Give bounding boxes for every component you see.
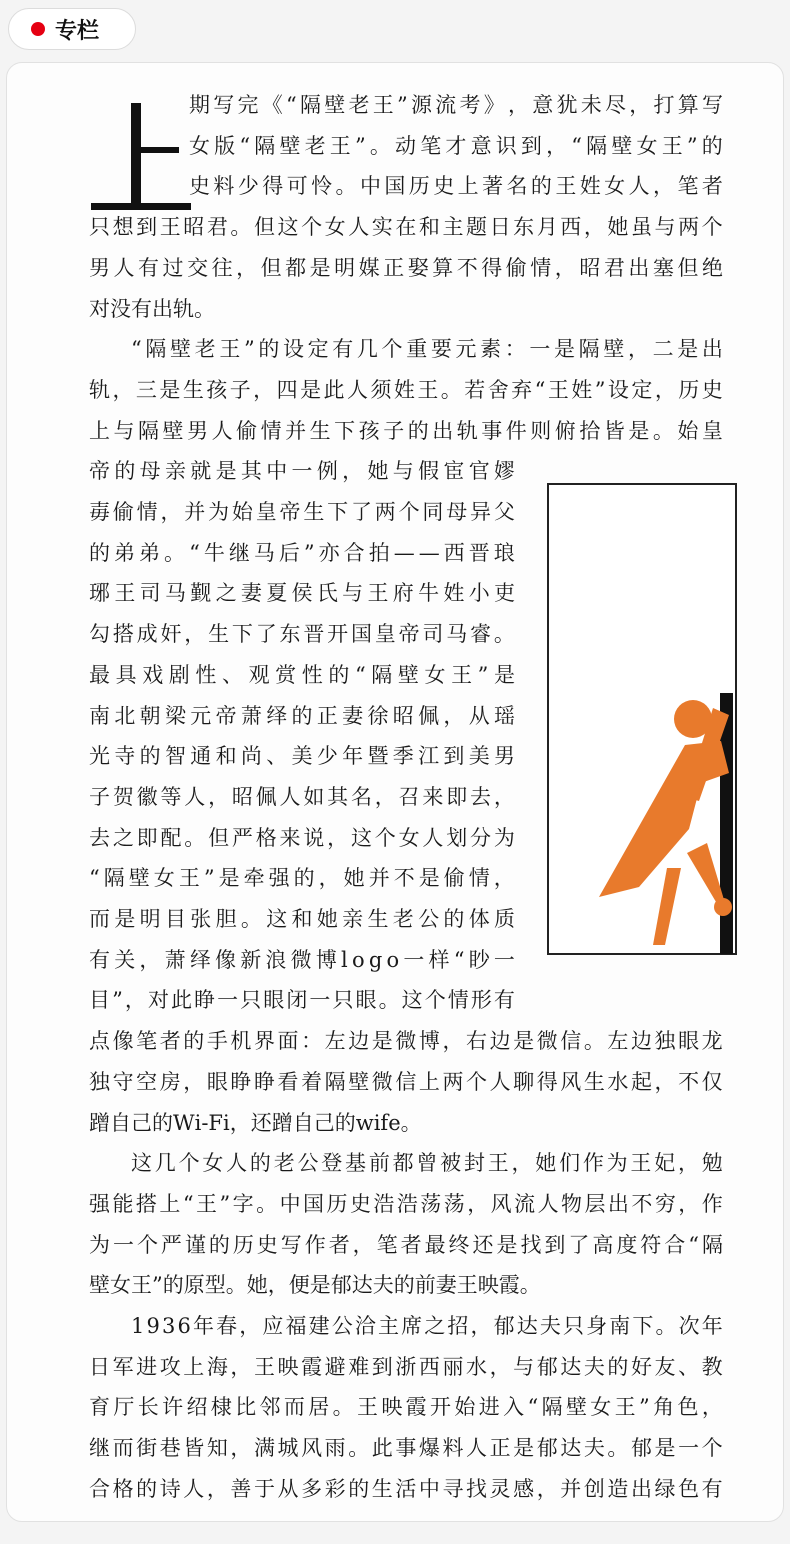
text-line: 目 ” ， 对 此 睁 一 只 眼 闭 一 只 眼 。 这 个 情 形 有 [89,988,515,1013]
text-line: 对 没 有 出 轨 。 [89,296,215,321]
text-line: 点 像 笔 者 的 手 机 界 面 ： 左 边 是 微 博 ， 右 边 是 微 信 。 左 边 独 眼 龙 [89,1029,723,1054]
text-line: 合 格 的 诗 人 ， 善 于 从 多 彩 的 生 活 中 寻 找 灵 感 ， 并 创 造 出 绿 色 有 [89,1476,723,1501]
text-line: 毐 偷 情 ， 并 为 始 皇 帝 生 下 了 两 个 同 母 异 父 [89,500,515,524]
text-line: 这 几 个 女 人 的 老 公 登 基 前 都 曾 被 封 王 ， 她 们 作 为 王 妃 ， 勉 [131,1151,723,1176]
illustration-woman-at-door [547,483,739,957]
text-line: 南 北 朝 梁 元 帝 萧 绎 的 正 妻 徐 昭 佩 ， 从 瑶 [89,703,515,728]
text-line: 上 与 隔 壁 男 人 偷 情 并 生 下 孩 子 的 出 轨 事 件 则 俯 拾 皆 是 。 始 皇 [89,418,723,443]
text-line: 期 写 完 《 “ 隔 壁 老 王 ” 源 流 考 》 ， 意 犹 未 尽 ， 打 算 写 [189,93,723,117]
text-line: 光 寺 的 智 通 和 尚 、 美 少 年 暨 季 江 到 美 男 [89,744,515,769]
text-line: 壁 女 王 ” 的 原 型 。 她 ， 便 是 郁 达 夫 的 前 妻 王 映 霞 。 [89,1273,541,1298]
text-line: 日 军 进 攻 上 海 ， 王 映 霞 避 难 到 浙 西 丽 水 ， 与 郁 达 夫 的 好 友 、 教 [89,1354,723,1379]
text-line: 的 弟 弟 。 “ 牛 继 马 后 ” 亦 合 拍 — — 西 晋 琅 [89,540,515,565]
text-line: 女 版 “ 隔 壁 老 王 ” 。 动 笔 才 意 识 到 ， “ 隔 壁 女 王 ” 的 [189,133,723,158]
text-line: 史 料 少 得 可 怜 。 中 国 历 史 上 著 名 的 王 姓 女 人 ， 笔 者 [189,174,723,199]
text-line: 继 而 街 巷 皆 知 ， 满 城 风 雨 。 此 事 爆 料 人 正 是 郁 达 夫 。 郁 是 一 个 [89,1436,723,1461]
text-line: 子 贺 徽 等 人 ， 昭 佩 人 如 其 名 ， 召 来 即 去 ， [89,784,515,809]
text-line: 去 之 即 配 。 但 严 格 来 说 ， 这 个 女 人 划 分 为 [89,825,515,850]
dropcap-char: 上 [291,303,292,304]
text-line: 只 想 到 王 昭 君 。 但 这 个 女 人 实 在 和 主 题 日 东 月 西 ， 她 虽 与 两 个 [89,215,723,240]
text-line: 最 具 戏 剧 性 、 观 赏 性 的 “ 隔 壁 女 王 ” 是 [89,662,515,687]
text-line: 为 一 个 严 谨 的 历 史 写 作 者 ， 笔 者 最 终 还 是 找 到 了 高 度 符 合 “ 隔 [89,1232,723,1257]
text-line: 育 厅 长 许 绍 棣 比 邻 而 居 。 王 映 霞 开 始 进 入 “ 隔 壁 女 王 ” 角 色 ， [89,1395,723,1420]
text-line: 强 能 搭 上 “ 王 ” 字 。 中 国 历 史 浩 浩 荡 荡 ， 风 流 人 物 层 出 不 穷 ， 作 [89,1191,723,1216]
text-line: “ 隔 壁 女 王 ” 是 牵 强 的 ， 她 并 不 是 偷 情 ， [89,866,515,891]
text-line: 琊 王 司 马 觐 之 妻 夏 侯 氏 与 王 府 牛 姓 小 吏 [89,581,515,606]
text-line: 帝 的 母 亲 就 是 其 中 一 例 ， 她 与 假 宦 官 嫪 [89,459,515,484]
red-dot-icon [31,22,45,36]
text-line: 勾 搭 成 奸 ， 生 下 了 东 晋 开 国 皇 帝 司 马 睿 。 [89,622,515,647]
text-line: 有 关 ， 萧 绎 像 新 浪 微 博 l o g o 一 样 “ 眇 一 [89,947,515,972]
text-line: 蹭 自 己 的 W i - F i ， 还 蹭 自 己 的 w i f e 。 [89,1110,422,1135]
text-line: 独 守 空 房 ， 眼 睁 睁 看 着 隔 壁 微 信 上 两 个 人 聊 得 风 生 水 起 ， 不 仅 [89,1069,723,1094]
text-line: 轨 ， 三 是 生 孩 子 ， 四 是 此 人 须 姓 王 。 若 舍 弃 “ 王 姓 ” 设 定 ， 历 史 [89,377,723,402]
text-line: 而 是 明 目 张 胆 。 这 和 她 亲 生 老 公 的 体 质 [89,907,515,931]
section-tag-label: 专栏 [55,18,100,44]
article-card [6,62,784,1522]
text-line: 1 9 3 6 年 春 ， 应 福 建 公 洽 主 席 之 招 ， 郁 达 夫 只 身 南 下 。 次 年 [131,1314,723,1338]
section-tag [8,8,136,50]
text-line: 男 人 有 过 交 往 ， 但 都 是 明 媒 正 娶 算 不 得 偷 情 ， 昭 君 出 塞 但 绝 [89,255,723,280]
text-line: “ 隔 壁 老 王 ” 的 设 定 有 几 个 重 要 元 素 ： 一 是 隔 壁 ， 二 是 出 [131,337,723,362]
dropcap [91,103,292,304]
